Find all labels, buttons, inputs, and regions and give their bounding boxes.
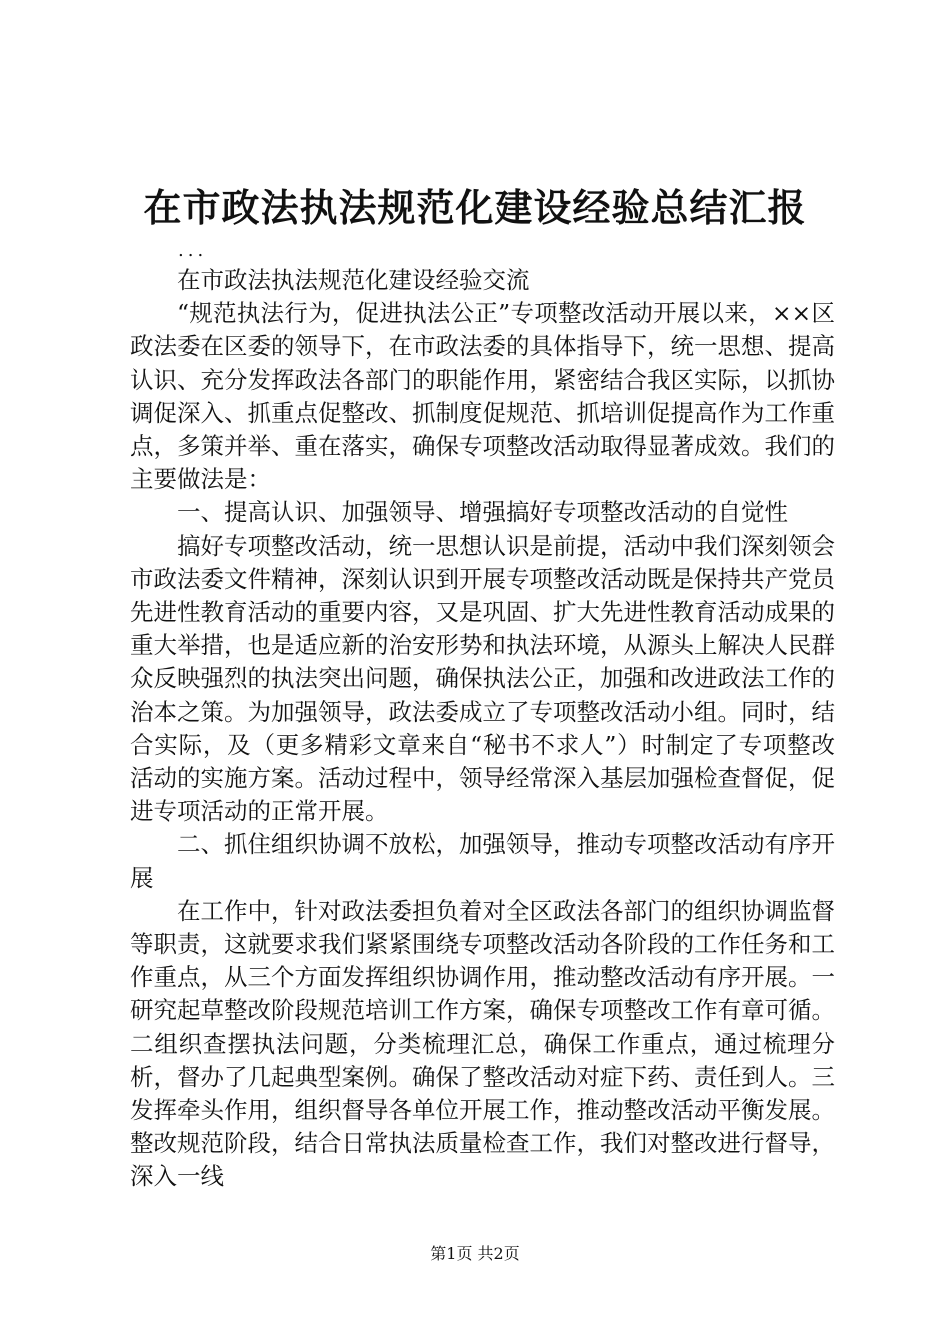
ellipsis-marker: ... [178, 240, 208, 261]
document-title: 在市政法执法规范化建设经验总结汇报 [143, 185, 807, 230]
paragraph-section-1: 搞好专项整改活动，统一思想认识是前提，活动中我们深刻领会市政法委文件精神，深刻认识到开展专项整改活动既是保持共产党员先进性教育活动的重要内容，又是巩固、扩大先进性教育活动成果的重大举措，也是适应新的治安形势和执法环境，从源头上解决人民群众反映强烈的执法突出问题，确保执法公正，加强和改进政法工作的治本之策。为加强领导，政法委成立了专项整改活动小组。同时，结合实际，及（更多精彩文章来自“秘书不求人”）时制定了专项整改活动的实施方案。活动过程中，领导经常深入基层加强检查督促，促进专项活动的正常开展。 [130, 531, 835, 826]
document-body [130, 264, 835, 1194]
paragraph-intro: “规范执法行为，促进执法公正”专项整改活动开展以来，××区政法委在区委的领导下，在市政法委的具体指导下，统一思想、提高认识、充分发挥政法各部门的职能作用，紧密结合我区实际，以抓协调促深入、抓重点促整改、抓制度促规范、抓培训促提高作为工作重点，多策并举、重在落实，确保专项整改活动取得显著成效。我们的主要做法是： [130, 299, 835, 494]
page-footer: 第1页 共2页 [430, 1244, 520, 1263]
paragraph-subtitle: 在市政法执法规范化建设经验交流 [177, 266, 530, 294]
paragraph-section-2: 在工作中，针对政法委担负着对全区政法各部门的组织协调监督等职责，这就要求我们紧紧围绕专项整改活动各阶段的工作任务和工作重点，从三个方面发挥组织协调作用，推动整改活动有序开展。一研究起草整改阶段规范培训工作方案，确保专项整改工作有章可循。二组织查摆执法问题，分类梳理汇总，确保工作重点，通过梳理分析，督办了几起典型案例。确保了整改活动对症下药、责任到人。三发挥牵头作用，组织督导各单位开展工作，推动整改活动平衡发展。整改规范阶段，结合日常执法质量检查工作，我们对整改进行督导，深入一线 [130, 896, 835, 1191]
section-heading-2: 二、抓住组织协调不放松，加强领导，推动专项整改活动有序开展 [130, 830, 835, 892]
section-heading-1: 一、提高认识、加强领导、增强搞好专项整改活动的自觉性 [177, 498, 788, 527]
